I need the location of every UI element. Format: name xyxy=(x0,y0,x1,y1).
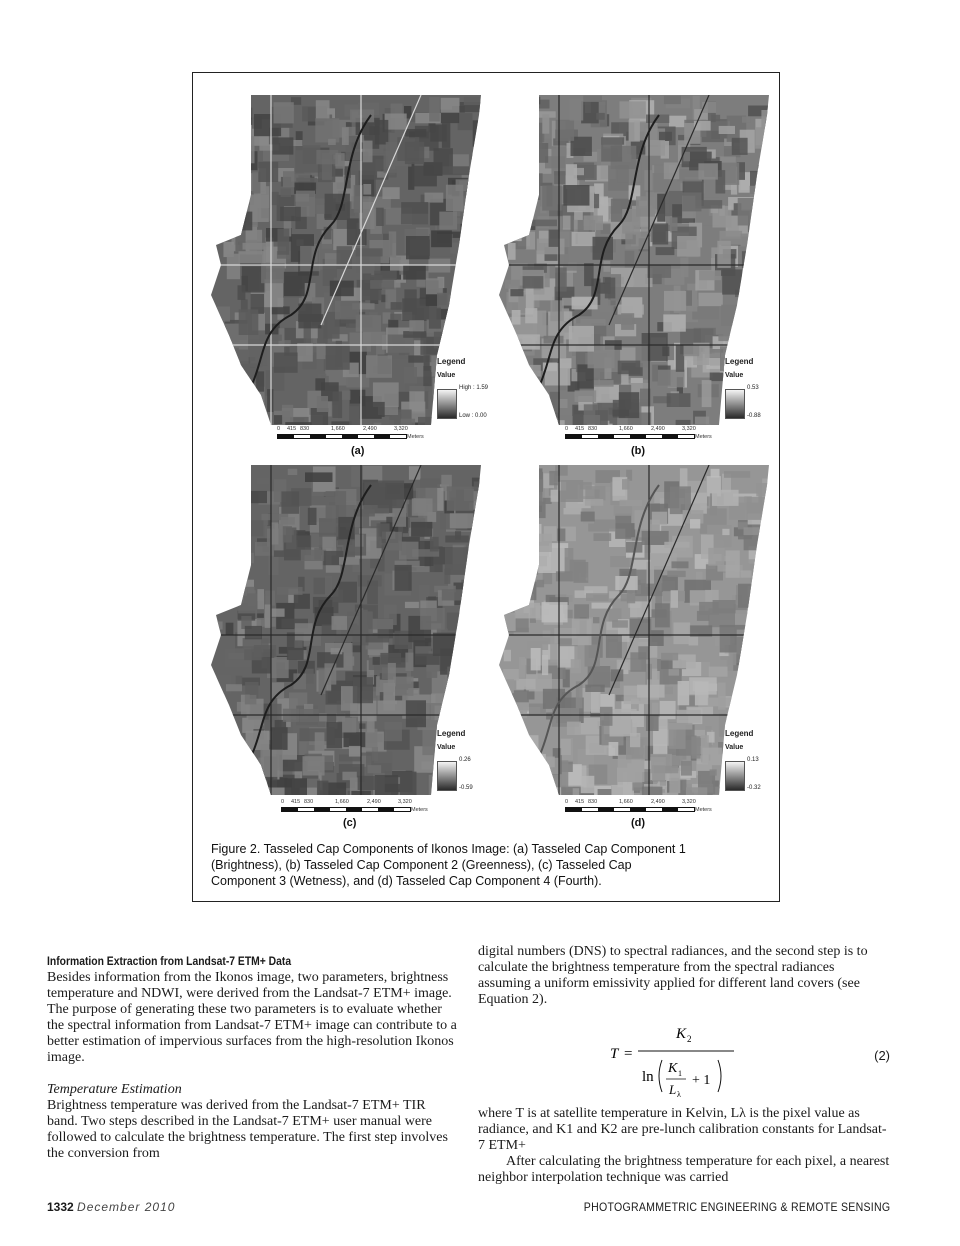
legend-low-value: -0.59 xyxy=(459,785,473,791)
legend-low-value: -0.88 xyxy=(747,413,761,419)
svg-text:=: = xyxy=(624,1046,633,1062)
subsection-heading: Temperature Estimation xyxy=(47,1082,182,1097)
svg-text:L: L xyxy=(669,1082,677,1097)
svg-text:K: K xyxy=(668,1061,678,1076)
svg-text:K: K xyxy=(676,1026,687,1042)
figure-panel-c xyxy=(211,465,501,837)
scale-bar-graphic xyxy=(277,434,407,439)
page-number: 1332 xyxy=(47,1200,74,1214)
svg-text:ln: ln xyxy=(642,1069,654,1085)
legend-title: Legend xyxy=(437,729,466,738)
legend-subtitle: Value xyxy=(437,744,456,751)
left-column xyxy=(47,948,457,1162)
legend-subtitle: Value xyxy=(725,372,744,379)
svg-text:+ 1: + 1 xyxy=(692,1073,711,1088)
page-footer-left xyxy=(47,1200,175,1214)
caption-line: Figure 2. Tasseled Cap Components of Ikonos Image: (a) Tasseled Cap Component 1 xyxy=(211,842,686,856)
map-legend xyxy=(725,729,777,797)
issue-date: December 2010 xyxy=(77,1200,176,1214)
panel-label: (a) xyxy=(351,445,365,457)
legend-gradient xyxy=(725,761,745,791)
scale-tick: 1,660 xyxy=(335,799,349,805)
legend-low-value: -0.32 xyxy=(747,785,761,791)
scale-tick: 1,660 xyxy=(619,799,633,805)
scale-tick: 830 xyxy=(304,799,314,805)
scale-tick: 2,490 xyxy=(363,426,377,432)
svg-text:2: 2 xyxy=(687,1034,692,1044)
figure-caption xyxy=(211,841,767,889)
scale-bar-graphic xyxy=(565,434,695,439)
scale-bar xyxy=(281,799,451,813)
equation-number: (2) xyxy=(874,1048,890,1063)
panel-label: (c) xyxy=(343,817,357,829)
legend-high-value: 0.26 xyxy=(459,757,471,763)
svg-text:λ: λ xyxy=(677,1090,681,1099)
equation-2 xyxy=(478,1016,890,1100)
scale-unit: Meters xyxy=(695,434,712,440)
panel-label: (d) xyxy=(631,817,646,829)
svg-text:1: 1 xyxy=(678,1069,682,1078)
scale-tick: 0 xyxy=(277,426,281,432)
map-legend xyxy=(437,729,489,797)
scale-bar-graphic xyxy=(281,807,411,812)
legend-high-value: 0.13 xyxy=(747,757,759,763)
figure-panel-a xyxy=(211,95,501,475)
legend-title: Legend xyxy=(725,729,754,738)
legend-gradient xyxy=(725,389,745,419)
legend-subtitle: Value xyxy=(437,372,456,379)
scale-unit: Meters xyxy=(695,807,712,813)
scale-bar xyxy=(565,426,735,440)
svg-text:T: T xyxy=(610,1046,619,1062)
scale-tick: 2,490 xyxy=(651,426,665,432)
legend-gradient xyxy=(437,761,457,791)
map-legend xyxy=(725,357,777,425)
scale-tick: 415 xyxy=(287,426,297,432)
scale-bar xyxy=(277,426,447,440)
figure-panel-d xyxy=(499,465,781,837)
legend-title: Legend xyxy=(725,357,754,366)
paragraph: Besides information from the Ikonos image, two parameters, brightness temperature and NDWI, were derived from the Landsat-7 ETM+ image. The purpose of generating these two parameters is to evaluate whether the spectral information from Landsat-7 ETM+ image can contribute to a better estimation of impervious surfaces from the high-resolution Ikonos image. xyxy=(47,970,457,1065)
scale-tick: 3,320 xyxy=(682,799,696,805)
equation-formula xyxy=(598,1016,798,1100)
scale-tick: 2,490 xyxy=(367,799,381,805)
scale-unit: Meters xyxy=(407,434,424,440)
caption-line: (Brightness), (b) Tasseled Cap Component 2 (Greenness), (c) Tasseled Cap xyxy=(211,858,632,872)
scale-tick: 3,320 xyxy=(398,799,412,805)
scale-tick: 415 xyxy=(575,426,585,432)
scale-tick: 830 xyxy=(588,799,598,805)
figure-2 xyxy=(192,72,780,902)
scale-tick: 415 xyxy=(575,799,585,805)
map-legend xyxy=(437,357,499,425)
paragraph: Brightness temperature was derived from the Landsat-7 ETM+ TIR band. Two steps described in the Landsat-7 ETM+ user manual were followed to calculate the brightness temperature. The first step involves the conversion from xyxy=(47,1098,448,1161)
scale-tick: 3,320 xyxy=(682,426,696,432)
scale-tick: 830 xyxy=(588,426,598,432)
paragraph: digital numbers (DNS) to spectral radiances, and the second step is to calculate the brightness temperature from the spectral radiances assuming a uniform emissivity applied for different land covers (see Equation 2). xyxy=(478,944,868,1007)
legend-low-value: Low : 0.00 xyxy=(459,413,487,419)
right-column xyxy=(478,944,890,1186)
scale-bar-graphic xyxy=(565,807,695,812)
legend-high-value: 0.53 xyxy=(747,385,759,391)
scale-tick: 1,660 xyxy=(619,426,633,432)
scale-tick: 0 xyxy=(281,799,285,805)
section-heading: Information Extraction from Landsat-7 ETM+ Data xyxy=(47,956,292,968)
scale-tick: 1,660 xyxy=(331,426,345,432)
scale-tick: 0 xyxy=(565,426,569,432)
scale-unit: Meters xyxy=(411,807,428,813)
journal-name: PHOTOGRAMMETRIC ENGINEERING & REMOTE SENSING xyxy=(583,1200,890,1214)
figure-panel-b xyxy=(499,95,781,475)
panel-label: (b) xyxy=(631,445,646,457)
legend-title: Legend xyxy=(437,357,466,366)
scale-tick: 3,320 xyxy=(394,426,408,432)
scale-tick: 415 xyxy=(291,799,301,805)
scale-bar xyxy=(565,799,735,813)
legend-high-value: High : 1.59 xyxy=(459,385,489,391)
scale-tick: 830 xyxy=(300,426,310,432)
legend-subtitle: Value xyxy=(725,744,744,751)
legend-gradient xyxy=(437,389,457,419)
caption-line: Component 3 (Wetness), and (d) Tasseled Cap Component 4 (Fourth). xyxy=(211,874,602,888)
paragraph: After calculating the brightness temperature for each pixel, a nearest neighbor interpolation technique was carried xyxy=(478,1154,890,1185)
scale-tick: 0 xyxy=(565,799,569,805)
scale-tick: 2,490 xyxy=(651,799,665,805)
paragraph: where T is at satellite temperature in Kelvin, Lλ is the pixel value as radiance, and K1 and K2 are pre-lunch calibration constants for Landsat-7 ETM+ xyxy=(478,1106,887,1153)
